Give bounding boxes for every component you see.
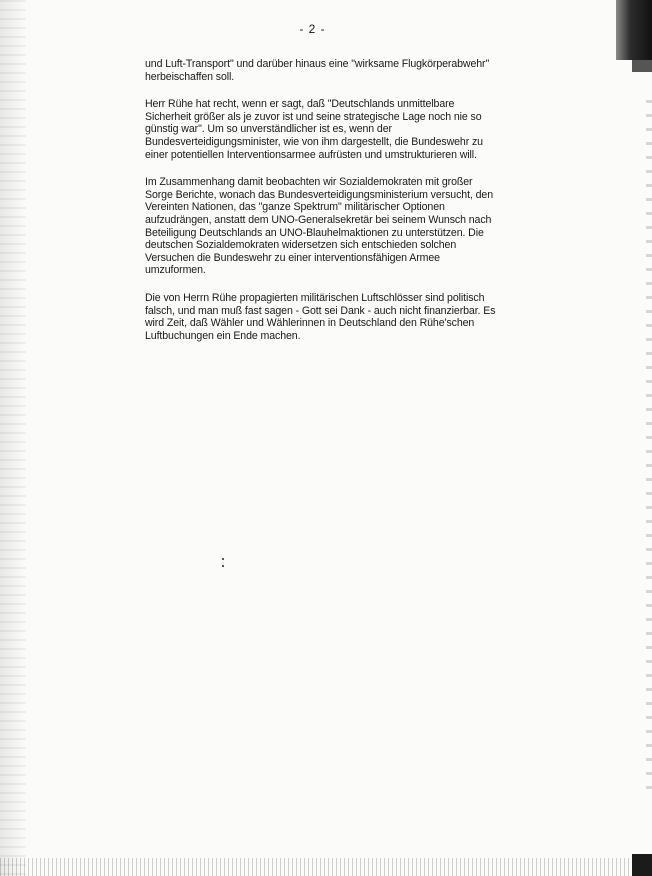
text-line: herbeischaffen soll. <box>145 70 235 83</box>
text-line: deutschen Sozialdemokraten widersetzen sich entschieden solchen <box>145 239 457 252</box>
scan-speck <box>222 558 224 560</box>
text-line: falsch, und man muß fast sagen - Gott sei Dank - auch nicht finanzierbar. Es <box>145 304 496 317</box>
scan-right-edge-streak <box>646 100 652 800</box>
paragraph <box>145 292 520 342</box>
text-line: wird Zeit, daß Wähler und Wählerinnen in Deutschland den Rühe'schen <box>145 317 475 330</box>
text-line: Bundesverteidigungsminister, wie von ihm dargestellt, die Bundeswehr zu <box>145 135 483 148</box>
scan-top-right-shadow <box>632 60 652 72</box>
text-line: Sorge Berichte, wonach das Bundesverteidigungsministerium versucht, den <box>145 188 493 201</box>
text-line: aufzudrängen, anstatt dem UNO-Generalsekretär bei seinem Wunsch nach <box>145 213 492 226</box>
text-line: Beteiligung Deutschlands an UNO-Blauhelmaktionen zu unterstützen. Die <box>145 226 484 239</box>
scan-bottom-right-corner <box>632 854 652 876</box>
text-line: Luftbuchungen ein Ende machen. <box>145 329 301 342</box>
paragraph <box>145 176 520 277</box>
scan-left-edge-noise <box>0 0 26 876</box>
text-line: günstig war". Um so unverständlicher ist es, wenn der <box>145 123 392 136</box>
text-line: Im Zusammenhang damit beobachten wir Sozialdemokraten mit großer <box>145 176 473 189</box>
text-line: Herr Rühe hat recht, wenn er sagt, daß "Deutschlands unmittelbare <box>145 98 455 111</box>
text-line: Sicherheit größer als je zuvor ist und seine strategische Lage noch nie so <box>145 110 482 123</box>
text-line: einer potentiellen Interventionsarmee aufrüsten und umstrukturieren will. <box>145 148 477 161</box>
text-line: umzuformen. <box>145 264 206 277</box>
paragraph <box>145 98 520 161</box>
text-line: Die von Herrn Rühe propagierten militärischen Luftschlösser sind politisch <box>145 291 485 304</box>
paragraph <box>145 58 520 83</box>
page-number: - 2 - <box>299 22 326 36</box>
scan-bottom-edge-noise <box>0 858 652 876</box>
document-body <box>145 58 520 357</box>
text-line: Versuchen die Bundeswehr zu einer interventionsfähigen Armee <box>145 251 440 264</box>
scan-speck <box>222 565 224 567</box>
text-line: Vereinten Nationen, das "ganze Spektrum" militärischer Optionen <box>145 201 445 214</box>
text-line: und Luft-Transport" und darüber hinaus eine "wirksame Flugkörperabwehr" <box>145 58 490 70</box>
